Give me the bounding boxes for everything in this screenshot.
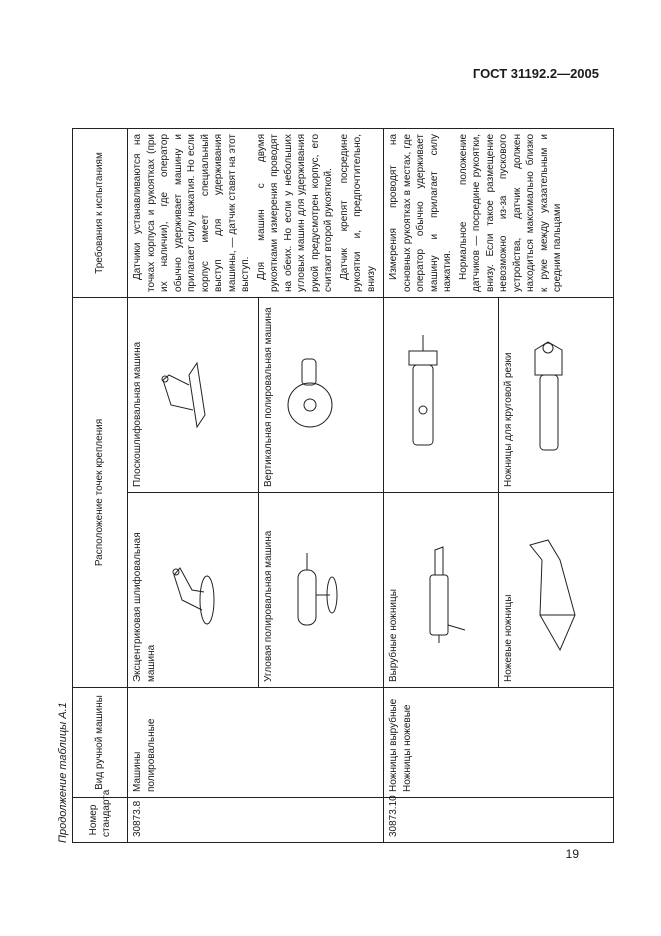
cell-requirements bbox=[128, 128, 384, 297]
page-number: 19 bbox=[565, 847, 579, 861]
req-paragraph: Датчики устанавливаются на точках корпуса и рукоятках (при их наличии), где оператор обычно удерживает машину и прилагает силу нажатия. Но если корпус имеет специальный выступ для удерживания машины, — датчик ставят на этот выступ. bbox=[132, 133, 251, 292]
flat-sander-illustration bbox=[149, 303, 209, 487]
machine-name: Ножницы вырубные bbox=[388, 698, 399, 792]
image-label: Вырубные ножницы bbox=[388, 589, 399, 682]
machine-name: Ножницы ножевые bbox=[401, 704, 413, 792]
req-paragraph: Для машин с двумя рукоятками измерения проводят на обеих. Но если у небольших угловых машин для удерживания рукой предусмотрен корпус, его считают второй рукояткой. bbox=[255, 133, 334, 292]
table-row bbox=[128, 128, 259, 842]
cell-machine bbox=[384, 688, 614, 798]
col-header-req: Требования к испытаниям bbox=[73, 128, 128, 297]
col-header-machine: Вид ручной машины bbox=[73, 688, 128, 798]
nibbler-illustration bbox=[405, 498, 475, 682]
rotated-table-block bbox=[57, 129, 563, 843]
req-paragraph: Датчик крепят посредине рукоятки и, предпочтительно, внизу bbox=[338, 133, 377, 292]
circular-shears-illustration bbox=[520, 303, 580, 487]
cell-number: 30873.10 bbox=[384, 798, 614, 843]
cell-image bbox=[499, 493, 614, 688]
col-header-number: Номер стандарта bbox=[73, 798, 128, 843]
cell-image bbox=[259, 297, 384, 492]
col-header-points: Расположение точек крепления bbox=[73, 297, 128, 687]
image-label: Ножевые ножницы bbox=[503, 594, 514, 682]
angle-polisher-illustration bbox=[280, 498, 340, 682]
req-paragraph: Измерения проводят на основных рукоятках в местах, где оператор обычно удерживает машину и прилагает силу нажатия. bbox=[388, 133, 453, 292]
cell-image bbox=[384, 493, 499, 688]
image-label: Вертикальная полировальная машина bbox=[263, 307, 275, 487]
attachment-table bbox=[72, 128, 614, 843]
image-label: Угловая полировальная машина bbox=[263, 530, 275, 682]
cell-image bbox=[384, 297, 499, 492]
image-label: Плоскошлифовальная машина bbox=[132, 341, 143, 487]
sander-illustration bbox=[162, 498, 222, 682]
cell-requirements bbox=[384, 128, 614, 297]
req-paragraph: Нормальное положение датчиков — посредине рукоятки, внизу. Если такое размещение невозможно из-за пускового устройства, датчик должен находиться максимально близко к руке между указательным и средним пальцами bbox=[457, 133, 563, 292]
cell-image bbox=[499, 297, 614, 492]
document-header: ГОСТ 31192.2—2005 bbox=[472, 66, 599, 81]
image-label: Эксцентриковая шлифовальная машина bbox=[132, 532, 157, 682]
shears-illustration bbox=[520, 498, 595, 682]
table-caption: Продолжение таблицы А.1 bbox=[57, 702, 69, 843]
cell-image bbox=[259, 493, 384, 688]
cell-machine: Машины полировальные bbox=[128, 688, 384, 798]
cell-image bbox=[128, 297, 259, 492]
cell-number: 30873.8 bbox=[128, 798, 384, 843]
vertical-polisher-illustration bbox=[280, 303, 340, 487]
nibbler-tool-illustration bbox=[391, 303, 461, 487]
cell-image bbox=[128, 493, 259, 688]
table-header-row bbox=[73, 128, 128, 842]
image-label: Ножницы для круговой резки bbox=[503, 352, 514, 487]
table-row bbox=[384, 128, 499, 842]
